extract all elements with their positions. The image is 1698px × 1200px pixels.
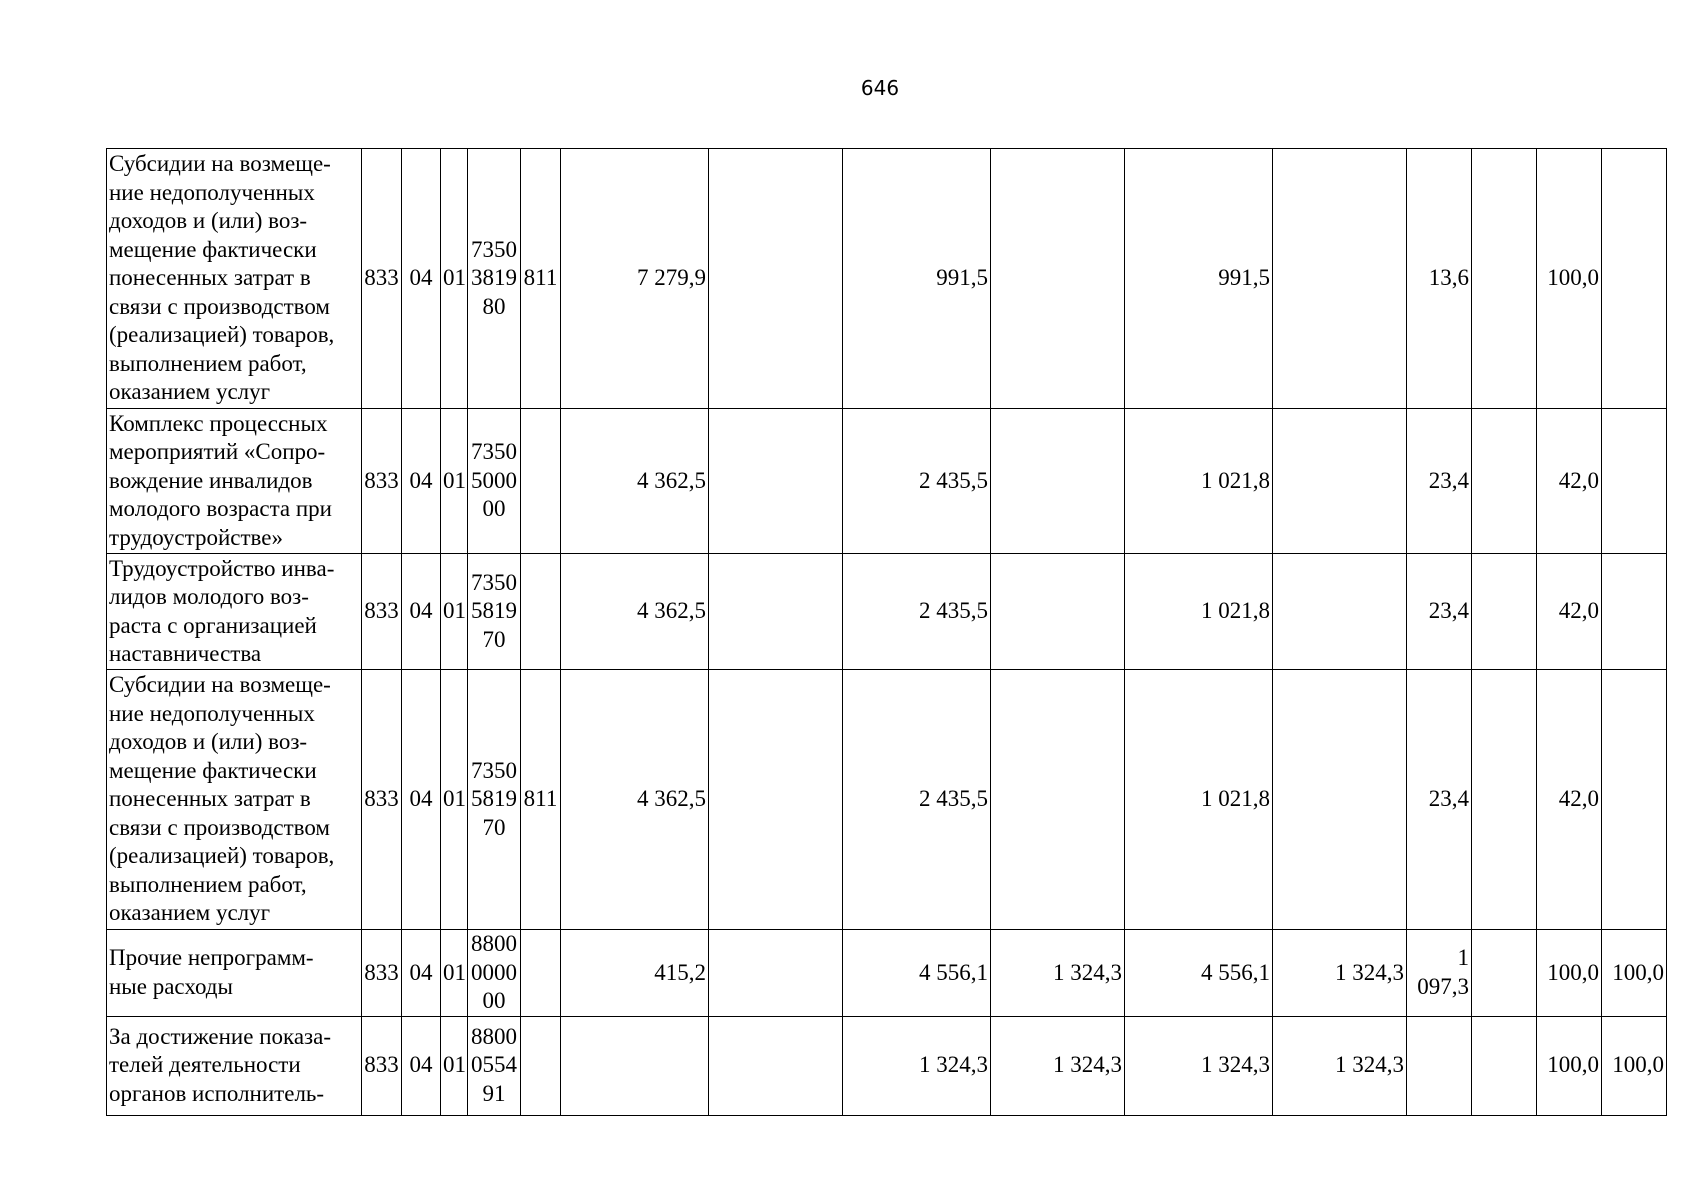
percent-cell: 23,4 <box>1407 670 1472 930</box>
value-cell <box>991 149 1125 409</box>
percent-cell: 13,6 <box>1407 149 1472 409</box>
expense-type-code <box>521 930 561 1017</box>
section-code: 04 <box>402 1016 441 1115</box>
value-cell <box>561 1016 709 1115</box>
percent-cell <box>1602 670 1667 930</box>
percent-cell <box>1472 149 1537 409</box>
value-cell: 2 435,5 <box>843 554 991 670</box>
value-cell: 4 362,5 <box>561 409 709 554</box>
percent-cell: 100,0 <box>1602 930 1667 1017</box>
table-row <box>107 149 1667 409</box>
percent-cell: 100,0 <box>1537 149 1602 409</box>
subsection-code: 01 <box>441 670 468 930</box>
percent-cell: 23,4 <box>1407 409 1472 554</box>
target-article-code: 8800 0000 00 <box>468 930 521 1017</box>
value-cell: 7 279,9 <box>561 149 709 409</box>
value-cell: 2 435,5 <box>843 409 991 554</box>
value-cell: 1 021,8 <box>1125 554 1273 670</box>
subsection-code: 01 <box>441 930 468 1017</box>
value-cell: 991,5 <box>843 149 991 409</box>
section-code: 04 <box>402 149 441 409</box>
value-cell: 4 556,1 <box>843 930 991 1017</box>
row-name: Комплекс процессных мероприятий «Сопро- вождение инвалидов молодого возраста при трудоустройстве» <box>107 409 362 554</box>
section-code: 04 <box>402 554 441 670</box>
grbs-code: 833 <box>362 554 402 670</box>
percent-cell: 100,0 <box>1602 1016 1667 1115</box>
percent-cell <box>1472 1016 1537 1115</box>
table-row <box>107 670 1667 930</box>
value-cell: 1 021,8 <box>1125 670 1273 930</box>
section-code: 04 <box>402 930 441 1017</box>
row-name: Трудоустройство инва- лидов молодого воз- раста с организацией наставничества <box>107 554 362 670</box>
value-cell <box>991 554 1125 670</box>
percent-cell <box>1472 554 1537 670</box>
value-cell <box>1273 554 1407 670</box>
subsection-code: 01 <box>441 409 468 554</box>
expense-type-code: 811 <box>521 670 561 930</box>
expense-type-code <box>521 1016 561 1115</box>
value-cell <box>1273 409 1407 554</box>
page-number: 646 <box>860 76 900 100</box>
value-cell: 1 324,3 <box>1125 1016 1273 1115</box>
value-cell <box>709 670 843 930</box>
percent-cell <box>1472 930 1537 1017</box>
value-cell: 4 362,5 <box>561 554 709 670</box>
expense-type-code <box>521 409 561 554</box>
value-cell <box>1273 670 1407 930</box>
expense-type-code: 811 <box>521 149 561 409</box>
value-cell: 415,2 <box>561 930 709 1017</box>
expense-type-code <box>521 554 561 670</box>
target-article-code: 7350 5819 70 <box>468 554 521 670</box>
value-cell: 1 324,3 <box>991 930 1125 1017</box>
value-cell: 4 362,5 <box>561 670 709 930</box>
table-row <box>107 1016 1667 1115</box>
grbs-code: 833 <box>362 1016 402 1115</box>
percent-cell: 42,0 <box>1537 409 1602 554</box>
grbs-code: 833 <box>362 670 402 930</box>
subsection-code: 01 <box>441 149 468 409</box>
value-cell <box>709 409 843 554</box>
table-row <box>107 930 1667 1017</box>
budget-table <box>106 148 1667 1116</box>
value-cell: 1 324,3 <box>843 1016 991 1115</box>
value-cell <box>709 554 843 670</box>
grbs-code: 833 <box>362 409 402 554</box>
percent-cell: 42,0 <box>1537 554 1602 670</box>
percent-cell <box>1407 1016 1472 1115</box>
value-cell: 991,5 <box>1125 149 1273 409</box>
subsection-code: 01 <box>441 1016 468 1115</box>
row-name: Субсидии на возмеще- ние недополученных доходов и (или) воз- мещение фактически понесенных затрат в связи с производством (реализацией) товаров, выполнением работ, оказанием услуг <box>107 149 362 409</box>
value-cell: 1 324,3 <box>991 1016 1125 1115</box>
value-cell <box>991 670 1125 930</box>
value-cell: 2 435,5 <box>843 670 991 930</box>
target-article-code: 7350 5000 00 <box>468 409 521 554</box>
value-cell: 4 556,1 <box>1125 930 1273 1017</box>
grbs-code: 833 <box>362 149 402 409</box>
table-row <box>107 554 1667 670</box>
percent-cell <box>1472 409 1537 554</box>
row-name: Субсидии на возмеще- ние недополученных доходов и (или) воз- мещение фактически понесенных затрат в связи с производством (реализацией) товаров, выполнением работ, оказанием услуг <box>107 670 362 930</box>
percent-cell <box>1472 670 1537 930</box>
percent-cell: 42,0 <box>1537 670 1602 930</box>
section-code: 04 <box>402 409 441 554</box>
target-article-code: 8800 0554 91 <box>468 1016 521 1115</box>
percent-cell <box>1602 409 1667 554</box>
percent-cell: 100,0 <box>1537 1016 1602 1115</box>
grbs-code: 833 <box>362 930 402 1017</box>
value-cell <box>709 149 843 409</box>
subsection-code: 01 <box>441 554 468 670</box>
row-name: Прочие непрограмм- ные расходы <box>107 930 362 1017</box>
row-name: За достижение показа- телей деятельности органов исполнитель- <box>107 1016 362 1115</box>
value-cell <box>709 930 843 1017</box>
table-row <box>107 409 1667 554</box>
section-code: 04 <box>402 670 441 930</box>
value-cell <box>1273 149 1407 409</box>
percent-cell <box>1602 554 1667 670</box>
value-cell: 1 324,3 <box>1273 1016 1407 1115</box>
percent-cell <box>1602 149 1667 409</box>
percent-cell: 100,0 <box>1537 930 1602 1017</box>
value-cell: 1 324,3 <box>1273 930 1407 1017</box>
target-article-code: 7350 3819 80 <box>468 149 521 409</box>
percent-cell: 1 097,3 <box>1407 930 1472 1017</box>
value-cell <box>991 409 1125 554</box>
percent-cell: 23,4 <box>1407 554 1472 670</box>
value-cell: 1 021,8 <box>1125 409 1273 554</box>
target-article-code: 7350 5819 70 <box>468 670 521 930</box>
value-cell <box>709 1016 843 1115</box>
